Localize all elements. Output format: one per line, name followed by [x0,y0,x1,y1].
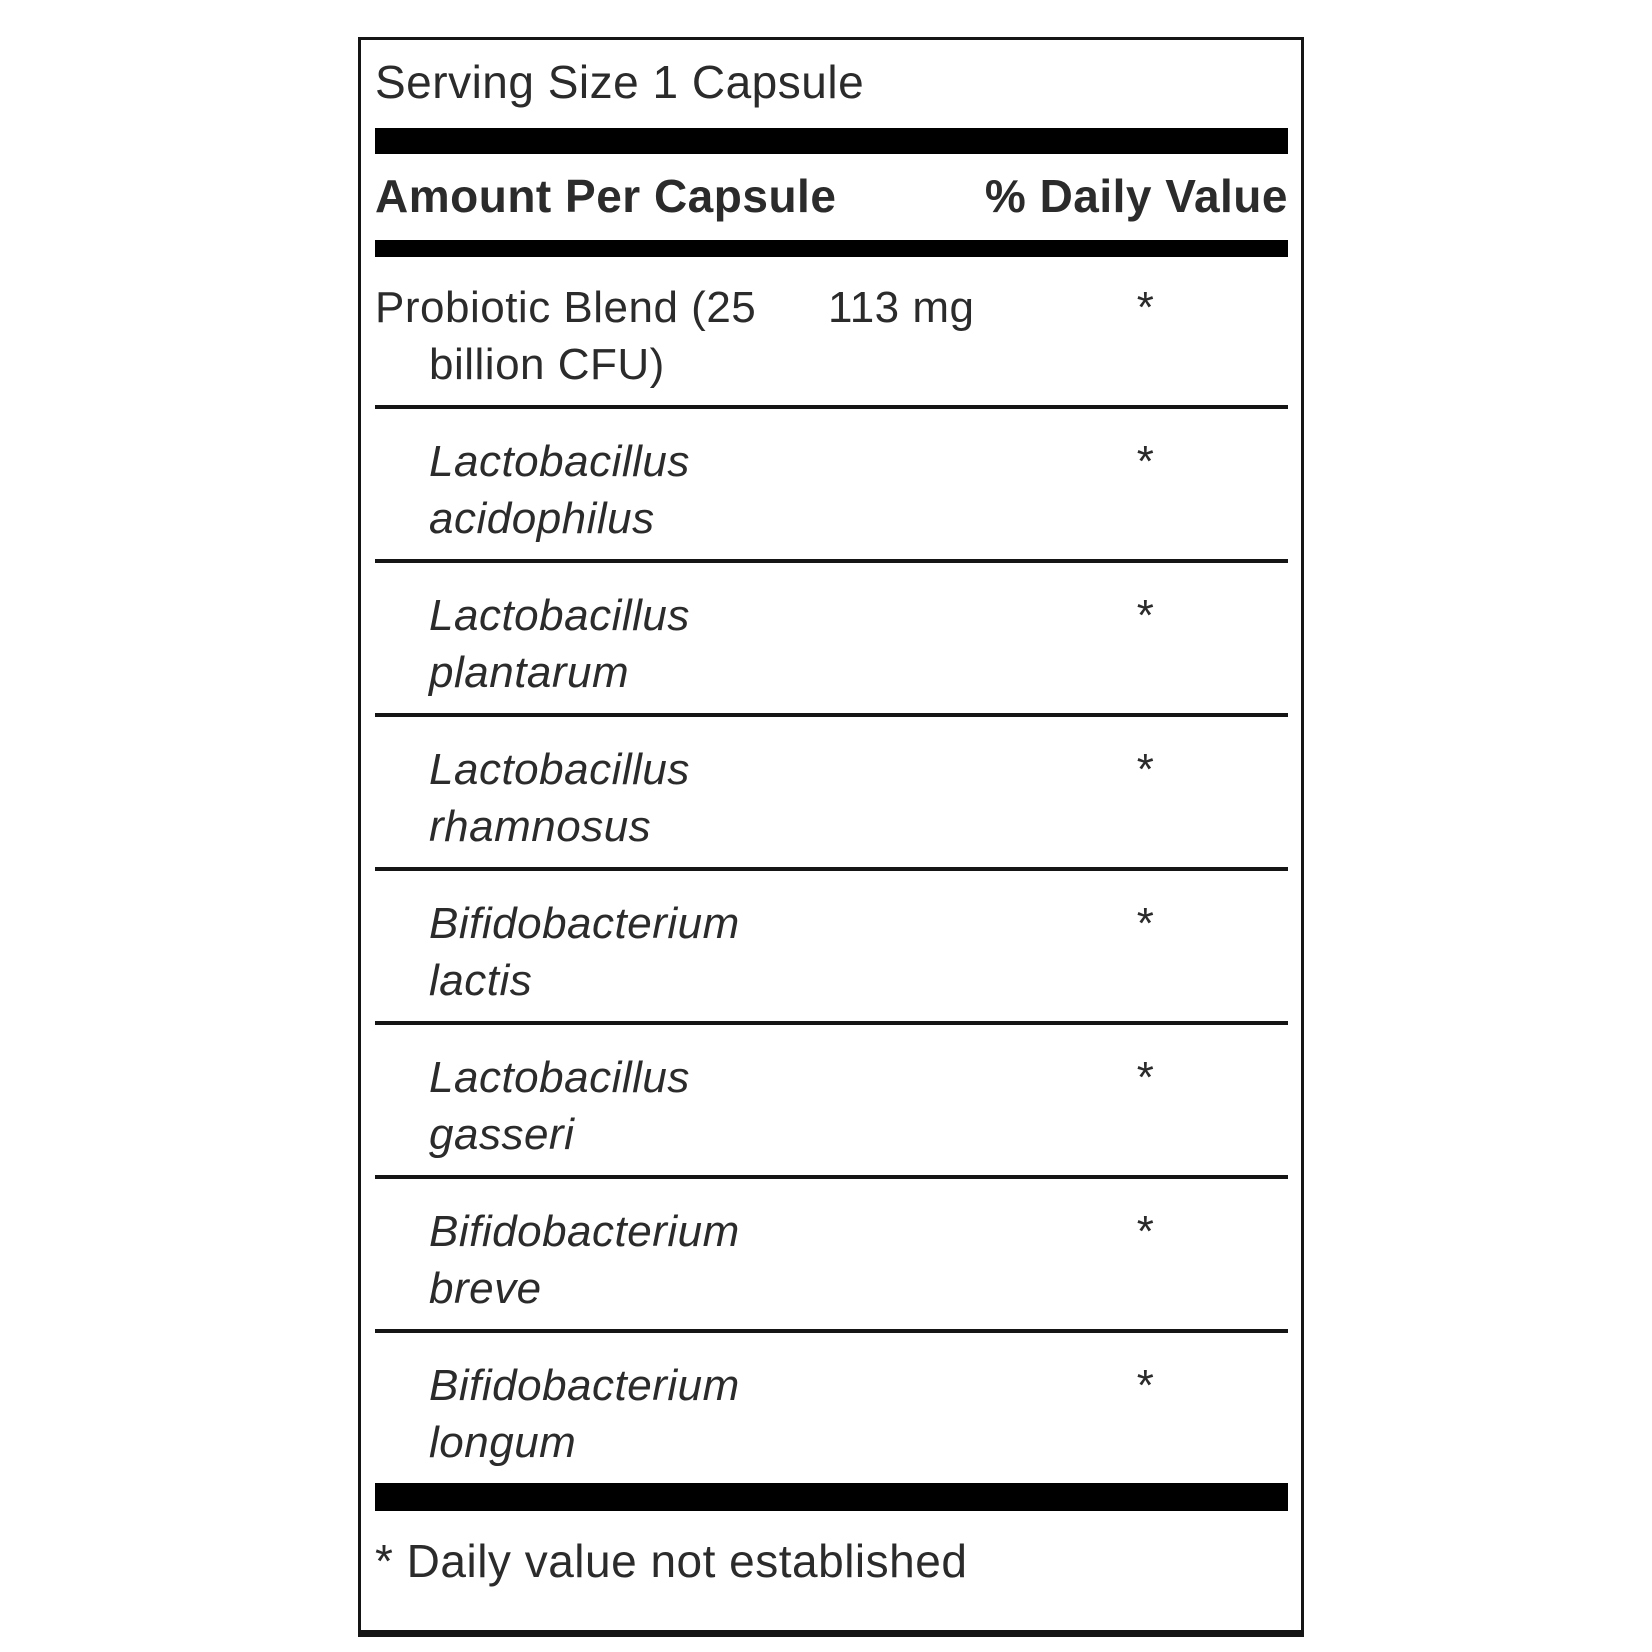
table-row-lactobacillus-plantarum [375,559,1288,713]
ingredient-name-line1: Lactobacillus [429,437,690,486]
table-row-bifidobacterium-breve [375,1175,1288,1329]
ingredient-name-line1: Bifidobacterium [429,1207,740,1256]
ingredient-name-line2: acidophilus [429,494,655,543]
ingredient-name [375,1203,828,1317]
separator-bar-bottom [375,1483,1288,1511]
ingredient-amount [828,1357,1003,1471]
ingredient-amount [828,741,1003,855]
ingredient-name-line2: rhamnosus [429,802,652,851]
ingredient-name [375,279,828,393]
table-row-lactobacillus-rhamnosus [375,713,1288,867]
separator-bar-under-header [375,240,1288,257]
ingredient-daily-value: * [1136,591,1155,640]
footnote-text: * Daily value not established [375,1535,968,1587]
ingredient-name-line2: breve [429,1264,542,1313]
ingredient-daily-value: * [1136,1361,1155,1410]
ingredient-name [375,895,828,1009]
ingredient-name [375,1357,828,1471]
table-row-probiotic-blend [375,257,1288,405]
ingredient-name-line2: billion CFU) [429,340,665,389]
ingredient-amount [828,1203,1003,1317]
ingredient-name-line1: Lactobacillus [429,1053,690,1102]
ingredient-name-line1: Probiotic Blend (25 [375,283,757,332]
ingredient-name-line2: longum [429,1418,577,1467]
ingredient-daily-value: * [1136,1207,1155,1256]
table-row-lactobacillus-acidophilus [375,405,1288,559]
ingredient-name-line1: Lactobacillus [429,591,690,640]
ingredient-name-line1: Lactobacillus [429,745,690,794]
column-header-row [375,154,1288,240]
ingredient-daily-value: * [1136,283,1155,332]
supplement-facts-panel [358,37,1304,1637]
ingredient-amount [828,587,1003,701]
ingredient-name-line2: plantarum [429,648,630,697]
ingredient-name [375,1049,828,1163]
ingredient-name-line1: Bifidobacterium [429,1361,740,1410]
ingredient-daily-value: * [1136,899,1155,948]
ingredient-name [375,433,828,547]
ingredient-name-line1: Bifidobacterium [429,899,740,948]
separator-bar-top [375,128,1288,154]
ingredient-amount [828,1049,1003,1163]
ingredient-name-line2: gasseri [429,1110,575,1159]
daily-value-column-header: % Daily Value [984,170,1288,222]
ingredient-daily-value: * [1136,1053,1155,1102]
table-row-lactobacillus-gasseri [375,1021,1288,1175]
ingredient-name-line2: lactis [429,956,533,1005]
ingredient-daily-value: * [1136,437,1155,486]
ingredient-amount: 113 mg [828,283,975,332]
amount-column-header: Amount Per Capsule [375,170,837,222]
ingredient-amount [828,433,1003,547]
table-row-bifidobacterium-longum [375,1329,1288,1483]
serving-size-text: Serving Size 1 Capsule [375,56,865,108]
ingredient-name [375,741,828,855]
ingredient-amount [828,895,1003,1009]
table-row-bifidobacterium-lactis [375,867,1288,1021]
ingredient-name [375,587,828,701]
ingredient-daily-value: * [1136,745,1155,794]
